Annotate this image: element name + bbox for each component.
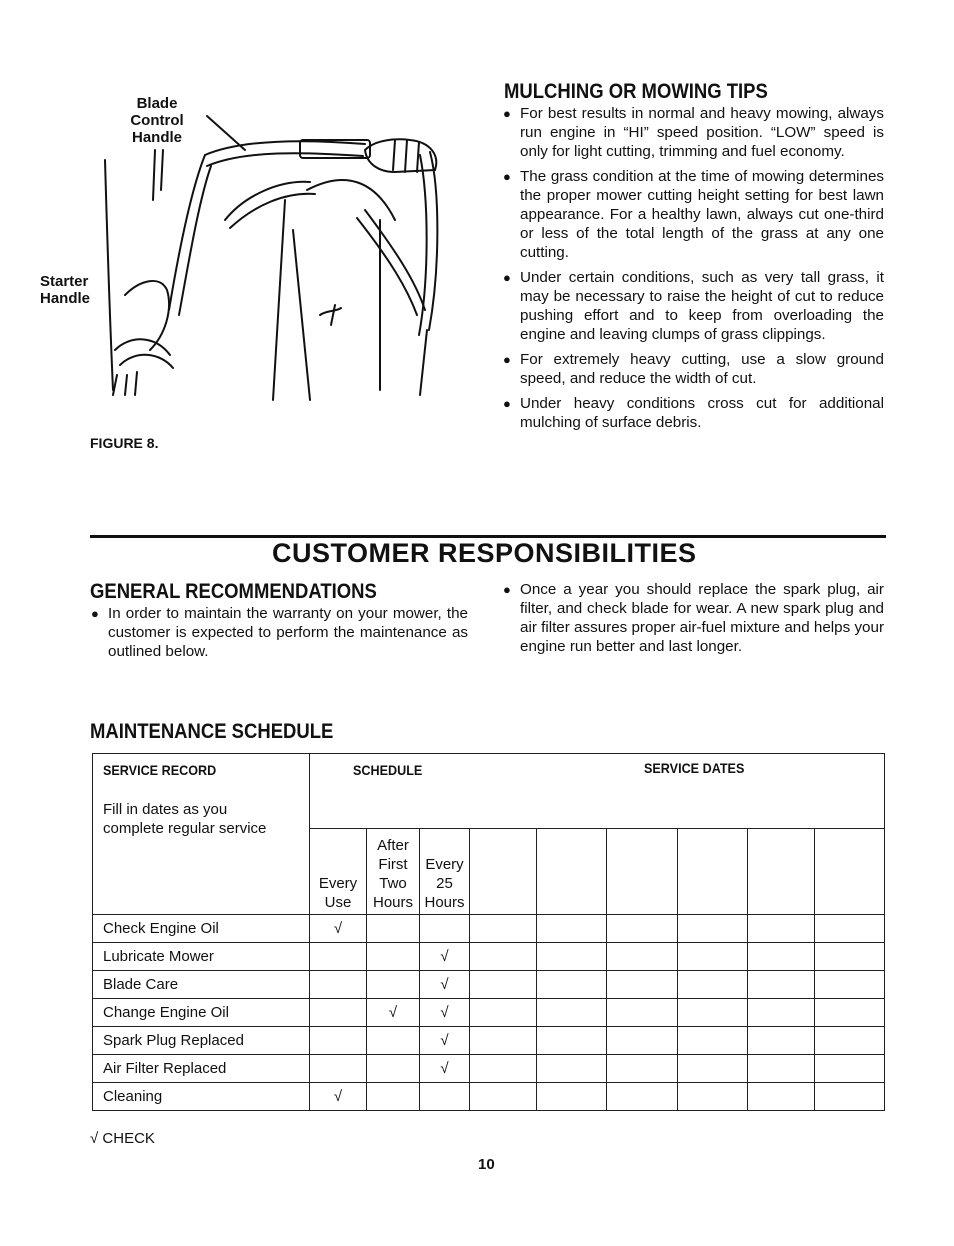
schedule-check-cell	[367, 943, 420, 971]
schedule-check-cell	[367, 915, 420, 943]
maintenance-schedule-table	[92, 753, 885, 1111]
figure-caption: FIGURE 8.	[90, 435, 159, 451]
mulching-tip: ● The grass condition at the time of mowing determines the proper mower cutting height setting for best lawn appearance. For a healthy lawn, always cut one-third or less of the total length of the grass at any one cutting.	[503, 168, 884, 261]
schedule-row	[93, 915, 885, 943]
service-date-cell[interactable]	[748, 1083, 815, 1111]
service-date-cell[interactable]	[470, 829, 537, 915]
mulching-tip: ● Under certain conditions, such as very tall grass, it may be necessary to raise the height of cut to reduce pushing effort and to keep from overloading the engine and leaving clumps of grass clippings.	[503, 269, 884, 343]
schedule-check-cell	[310, 943, 367, 971]
sched-col-after-two-hours: After First Two Hours	[367, 829, 420, 915]
service-date-cell[interactable]	[607, 1055, 678, 1083]
starter-handle-label: Starter Handle	[40, 273, 91, 307]
schedule-check-cell	[420, 1083, 470, 1111]
service-date-cell[interactable]	[748, 1055, 815, 1083]
schedule-check-cell	[367, 971, 420, 999]
schedule-row	[93, 971, 885, 999]
service-item-label: Spark Plug Replaced	[93, 1027, 310, 1055]
service-date-cell[interactable]	[537, 915, 607, 943]
schedule-check-cell	[310, 999, 367, 1027]
service-date-cell[interactable]	[748, 971, 815, 999]
service-date-cell[interactable]	[537, 999, 607, 1027]
service-date-cell[interactable]	[607, 829, 678, 915]
schedule-check-cell	[367, 1083, 420, 1111]
service-date-cell[interactable]	[537, 971, 607, 999]
service-record-header-cell	[93, 754, 310, 915]
schedule-check-cell: √	[420, 943, 470, 971]
service-date-cell[interactable]	[470, 1027, 537, 1055]
service-date-cell[interactable]	[748, 829, 815, 915]
mulching-tips-list	[500, 104, 884, 438]
schedule-header-cell	[310, 754, 885, 829]
service-record-heading: SERVICE RECORD	[103, 762, 217, 778]
service-date-cell[interactable]	[678, 971, 748, 999]
schedule-check-cell: √	[420, 1027, 470, 1055]
schedule-check-cell: √	[420, 971, 470, 999]
schedule-check-cell: √	[420, 1055, 470, 1083]
schedule-row	[93, 1027, 885, 1055]
service-item-label: Check Engine Oil	[93, 915, 310, 943]
service-date-cell[interactable]	[537, 1083, 607, 1111]
blade-control-label: Blade Control Handle	[130, 95, 184, 146]
service-date-cell[interactable]	[678, 915, 748, 943]
maintenance-schedule-heading: MAINTENANCE SCHEDULE	[90, 720, 334, 743]
service-date-cell[interactable]	[815, 971, 885, 999]
sched-col-every-use: Every Use	[310, 829, 367, 915]
service-dates-heading: SERVICE DATES	[644, 760, 745, 776]
service-date-cell[interactable]	[815, 999, 885, 1027]
schedule-check-cell	[367, 1027, 420, 1055]
service-date-cell[interactable]	[607, 971, 678, 999]
service-date-cell[interactable]	[470, 999, 537, 1027]
schedule-row	[93, 999, 885, 1027]
page-number: 10	[478, 1156, 495, 1173]
schedule-row	[93, 1083, 885, 1111]
service-date-cell[interactable]	[815, 829, 885, 915]
general-recommendation: ● Once a year you should replace the spark plug, air filter, and check blade for wear. A new spark plug and air filter assures proper air-fuel mixture and helps your engine run better and last longer.	[503, 581, 884, 655]
service-date-cell[interactable]	[470, 943, 537, 971]
service-date-cell[interactable]	[607, 999, 678, 1027]
service-date-cell[interactable]	[537, 1055, 607, 1083]
service-date-cell[interactable]	[607, 915, 678, 943]
customer-responsibilities-title: CUSTOMER RESPONSIBILITIES	[272, 538, 697, 568]
mower-handle-illustration	[95, 110, 475, 410]
service-date-cell[interactable]	[470, 1083, 537, 1111]
service-date-cell[interactable]	[815, 915, 885, 943]
service-date-cell[interactable]	[607, 943, 678, 971]
service-date-cell[interactable]	[470, 971, 537, 999]
service-date-cell[interactable]	[678, 1027, 748, 1055]
service-date-cell[interactable]	[470, 1055, 537, 1083]
schedule-check-cell	[367, 1055, 420, 1083]
mulching-tip: ● For extremely heavy cutting, use a slow ground speed, and reduce the width of cut.	[503, 351, 884, 387]
schedule-check-cell	[420, 915, 470, 943]
service-date-cell[interactable]	[815, 1027, 885, 1055]
service-date-cell[interactable]	[748, 1027, 815, 1055]
service-item-label: Change Engine Oil	[93, 999, 310, 1027]
service-date-cell[interactable]	[537, 829, 607, 915]
schedule-check-cell: √	[310, 1083, 367, 1111]
general-left-list	[88, 604, 468, 667]
service-item-label: Cleaning	[93, 1083, 310, 1111]
mulching-heading: MULCHING OR MOWING TIPS	[504, 80, 768, 103]
service-date-cell[interactable]	[678, 1055, 748, 1083]
service-date-cell[interactable]	[678, 1083, 748, 1111]
sched-col-every-25-hours: Every 25 Hours	[420, 829, 470, 915]
service-date-cell[interactable]	[607, 1083, 678, 1111]
service-date-cell[interactable]	[470, 915, 537, 943]
service-date-cell[interactable]	[748, 943, 815, 971]
general-right-list	[500, 580, 884, 662]
schedule-check-cell: √	[367, 999, 420, 1027]
general-recommendation: ● In order to maintain the warranty on your mower, the customer is expected to perform the maintenance as outlined below.	[91, 605, 468, 660]
schedule-heading: SCHEDULE	[353, 762, 423, 778]
service-date-cell[interactable]	[815, 1055, 885, 1083]
schedule-check-cell	[310, 1027, 367, 1055]
mulching-tip: ● Under heavy conditions cross cut for additional mulching of surface debris.	[503, 395, 884, 431]
schedule-check-cell: √	[310, 915, 367, 943]
fill-in-note: Fill in dates as you complete regular service	[103, 801, 267, 837]
schedule-row	[93, 943, 885, 971]
schedule-row	[93, 1055, 885, 1083]
service-date-cell[interactable]	[748, 915, 815, 943]
service-date-cell[interactable]	[678, 999, 748, 1027]
general-recommendations-heading: GENERAL RECOMMENDATIONS	[90, 580, 377, 603]
service-date-cell[interactable]	[607, 1027, 678, 1055]
service-date-cell[interactable]	[815, 943, 885, 971]
service-date-cell[interactable]	[748, 999, 815, 1027]
service-date-cell[interactable]	[537, 943, 607, 971]
schedule-check-cell: √	[420, 999, 470, 1027]
mulching-tip: ● For best results in normal and heavy mowing, always run engine in “HI” speed position. “LOW” speed is only for light cutting, trimming and fuel economy.	[503, 105, 884, 160]
schedule-check-cell	[310, 971, 367, 999]
check-legend: √ CHECK	[90, 1130, 155, 1147]
service-item-label: Lubricate Mower	[93, 943, 310, 971]
service-item-label: Air Filter Replaced	[93, 1055, 310, 1083]
schedule-check-cell	[310, 1055, 367, 1083]
service-date-cell[interactable]	[537, 1027, 607, 1055]
service-item-label: Blade Care	[93, 971, 310, 999]
service-date-cell[interactable]	[678, 829, 748, 915]
service-date-cell[interactable]	[678, 943, 748, 971]
service-date-cell[interactable]	[815, 1083, 885, 1111]
